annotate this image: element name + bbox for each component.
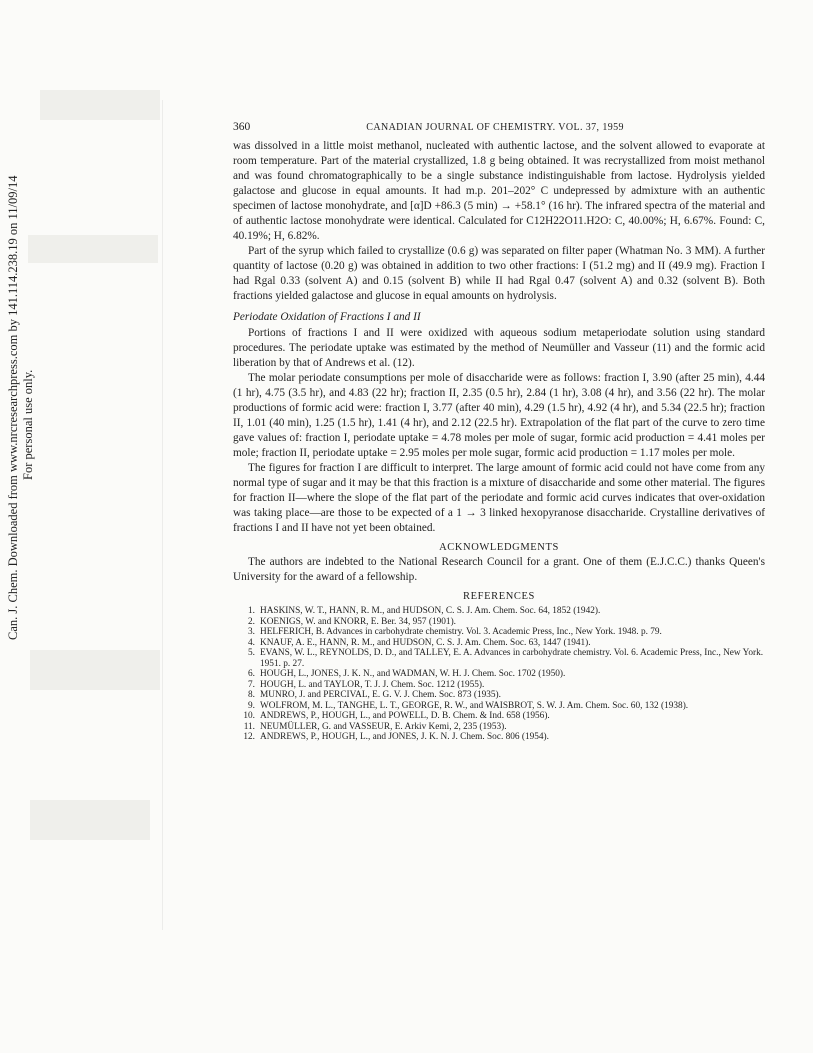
references-heading: REFERENCES <box>463 591 535 602</box>
reference-item: 12. ANDREWS, P., HOUGH, L., and JONES, J. K. N. J. Chem. Soc. 806 (1954). <box>243 732 549 742</box>
page-number: 360 <box>233 121 251 133</box>
reference-item: 9. WOLFROM, M. L., TANGHE, L. T., GEORGE, R. W., and WAISBROT, S. W. J. Am. Chem. Soc. 60, 132 (1938). <box>248 700 689 711</box>
reference-item: 6. HOUGH, L., JONES, J. K. N., and WADMAN, W. H. J. Chem. Soc. 1702 (1950). <box>248 669 566 679</box>
paragraph-figures: The figures for fraction I are difficult to interpret. The large amount of formic acid could not have come from any normal type of sugar and it may be that this fraction is a mixture of disaccharide and some other material. The figures for fraction II—where the slope of the flat part of the periodate and formic acid curves indicates that over-oxidation was taking place—are those to be expected of a 1 → 3 linked hexopyranose disaccharide. Crystalline derivatives of fractions I and II have not yet been obtained. <box>233 462 765 534</box>
paragraph-lactose: was dissolved in a little moist methanol, nucleated with authentic lactose, and the solvent allowed to evaporate at room temperature. Part of the material crystallized, 1.8 g being obtained. It was recrystallized from moist methanol and was found chromatographically to be a single substance indistinguishable from lactose. Hydrolysis yielded galactose and glucose in equal amounts. It had m.p. 201–202° C undepressed by admixture with an authentic specimen of lactose monohydrate, and [α]D +86.3 (5 min) → +58.1° (16 hr). The infrared spectra of the material and of authentic lactose monohydrate were identical. Calculated for C12H22O11.H2O: C, 40.00%; H, 6.67%. Found: C, 40.19%; H, 6.82%. <box>233 140 765 242</box>
reference-item: 7. HOUGH, L. and TAYLOR, T. J. J. Chem. Soc. 1212 (1955). <box>248 679 485 690</box>
watermark-line-2: For personal use only. <box>21 369 35 480</box>
reference-item: 8. MUNRO, J. and PERCIVAL, E. G. V. J. Chem. Soc. 873 (1935). <box>248 690 501 700</box>
scan-smudge <box>30 650 160 690</box>
journal-page <box>233 121 765 743</box>
paragraph-syrup: Part of the syrup which failed to crystallize (0.6 g) was separated on filter paper (Whatman No. 3 MM). A further quantity of lactose (0.20 g) was obtained in addition to two other fractions: I (51.2 mg) and II (49.9 mg). Fraction I had Rgal 0.33 (solvent A) and 0.15 (solvent B) while II had Rgal 0.47 (solvent A) and 0.32 (solvent B). Both fractions yielded galactose and glucose in equal amounts on hydrolysis. <box>233 245 765 302</box>
download-watermark <box>6 175 40 640</box>
scan-smudge <box>40 90 160 120</box>
paragraph-molar: The molar periodate consumptions per mole of disaccharide were as follows: fraction I, 3.90 (after 25 min), 4.44 (1 hr), 4.75 (3.5 hr), and 4.83 (22 hr); fraction II, 2.35 (0.5 hr), 2.84 (1 hr), 3.08 (4 hr), and 3.56 (22 hr). The molar productions of formic acid were: fraction I, 3.77 (after 40 min), 4.29 (1.5 hr), 4.92 (4 hr), and 5.34 (22.5 hr); fraction II, 1.01 (40 min), 1.25 (1.5 hr), 1.41 (4 hr), and 2.12 (22.5 hr). Extrapolation of the flat part of the curve to zero time gave values of: fraction I, periodate uptake = 4.78 moles per mole of sugar, formic acid production = 4.41 moles per mole; fraction II, periodate uptake = 2.95 moles per mole sugar, formic acid production = 1.17 moles per mole. <box>233 372 765 459</box>
reference-item: 4. KNAUF, A. E., HANN, R. M., and HUDSON, C. S. J. Am. Chem. Soc. 63, 1447 (1941). <box>248 637 591 648</box>
reference-item: 2. KOENIGS, W. and KNORR, E. Ber. 34, 957 (1901). <box>248 616 457 627</box>
section-heading: Periodate Oxidation of Fractions I and II <box>233 311 421 323</box>
reference-item: 1. HASKINS, W. T., HANN, R. M., and HUDSON, C. S. J. Am. Chem. Soc. 64, 1852 (1942). <box>248 606 601 616</box>
reference-item: 11. NEUMÜLLER, G. and VASSEUR, E. Arkiv Kemi, 2, 235 (1953). <box>243 721 507 732</box>
scan-smudge <box>30 800 150 840</box>
reference-item: 10. ANDREWS, P., HOUGH, L., and POWELL, D. B. Chem. & Ind. 658 (1956). <box>243 711 550 721</box>
reference-item: 5. EVANS, W. L., REYNOLDS, D. D., and TALLEY, E. A. Advances in carbohydrate chemistry. Vol. 6. Academic Press, Inc., New York. 1951. p. 27. <box>248 648 764 669</box>
acknowledgments-text: The authors are indebted to the National Research Council for a grant. One of them (E.J.C.C.) thanks Queen's University for the award of a fellowship. <box>233 556 765 583</box>
running-head <box>233 121 765 139</box>
paragraph-portions: Portions of fractions I and II were oxidized with aqueous sodium metaperiodate solution using standard procedures. The periodate uptake was estimated by the method of Neumüller and Vasseur (11) and the formic acid liberation by that of Andrews et al. (12). <box>233 327 765 369</box>
acknowledgments-heading: ACKNOWLEDGMENTS <box>439 542 559 553</box>
scan-smudge <box>28 235 158 263</box>
reference-item: 3. HELFERICH, B. Advances in carbohydrate chemistry. Vol. 3. Academic Press, Inc., New York. 1948. p. 79. <box>248 627 662 637</box>
journal-title: CANADIAN JOURNAL OF CHEMISTRY. VOL. 37, 1959 <box>366 122 624 133</box>
watermark-line-1: Can. J. Chem. Downloaded from www.nrcresearchpress.com by 141.114.238.19 on 11/09/14 <box>6 175 20 640</box>
page-gutter-line <box>162 100 163 930</box>
reference-list <box>233 606 765 743</box>
